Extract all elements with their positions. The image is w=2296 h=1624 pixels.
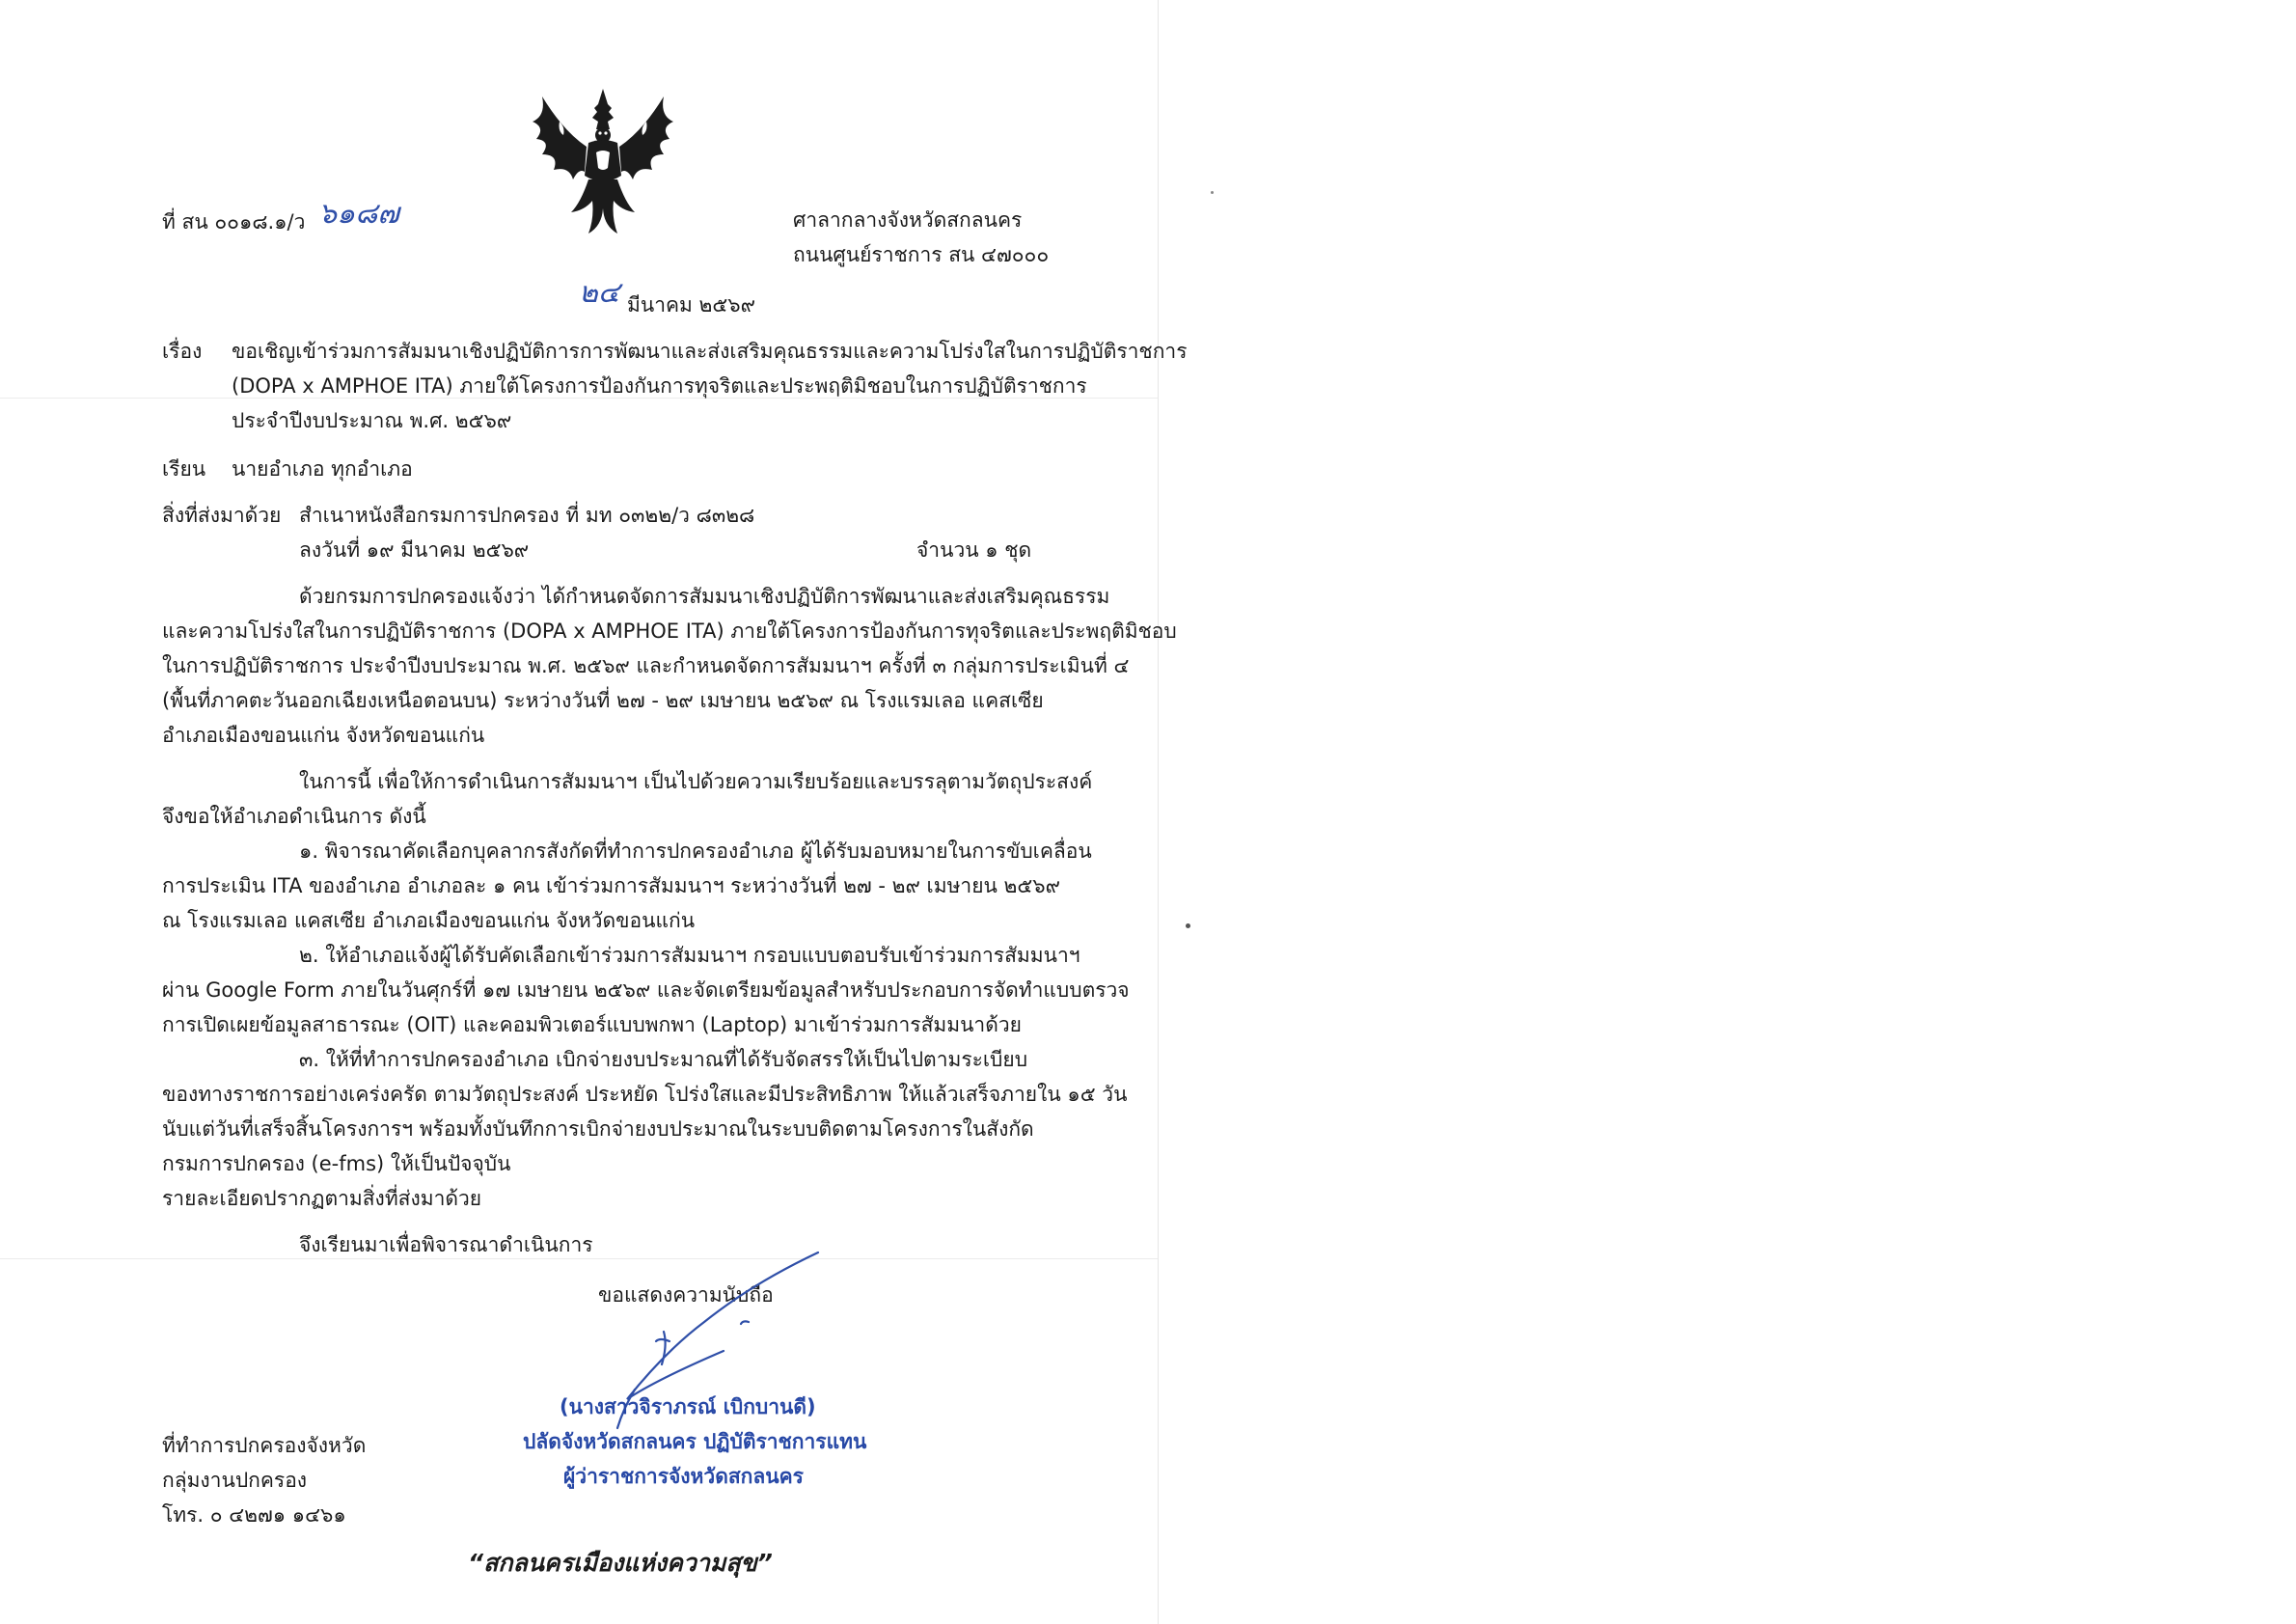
body-line: ในการนี้ เพื่อให้การดำเนินการสัมมนาฯ เป็นไปด้วยความเรียบร้อยและบรรลุตามวัตถุประสงค์ [299, 770, 1093, 793]
body-line: นับแต่วันที่เสร็จสิ้นโครงการฯ พร้อมทั้งบันทึกการเบิกจ่ายงบประมาณในระบบติดตามโครงการในสังกัด [162, 1117, 1034, 1141]
scan-speck [1211, 191, 1214, 194]
regards-line: ขอแสดงความนับถือ [598, 1283, 774, 1307]
body-line: ด้วยกรมการปกครองแจ้งว่า ได้กำหนดจัดการสัมมนาเชิงปฏิบัติการพัฒนาและส่งเสริมคุณธรรม [299, 585, 1110, 608]
subject-line: ประจำปีงบประมาณ พ.ศ. ๒๕๖๙ [232, 409, 512, 432]
body-line: ผ่าน Google Form ภายในวันศุกร์ที่ ๑๗ เมษายน ๒๕๖๙ และจัดเตรียมข้อมูลสำหรับประกอบการจัดทำแบบตรวจ [162, 978, 1130, 1002]
enclosure-count: จำนวน ๑ ชุด [916, 538, 1032, 562]
fold-line [0, 1258, 1158, 1259]
body-line: ณ โรงแรมเลอ แคสเซีย อำเภอเมืองขอนแก่น จังหวัดขอนแก่น [162, 909, 696, 932]
body-line: ๓. ให้ที่ทำการปกครองอำเภอ เบิกจ่ายงบประมาณที่ได้รับจัดสรรให้เป็นไปตามระเบียบ [299, 1048, 1028, 1071]
signatory-position: ผู้ว่าราชการจังหวัดสกลนคร [563, 1465, 804, 1488]
recipient-label: เรียน [162, 457, 206, 481]
body-line: และความโปร่งใสในการปฏิบัติราชการ (DOPA x AMPHOE ITA) ภายใต้โครงการป้องกันการทุจริตและประพฤติมิชอบ [162, 619, 1177, 643]
footer-phone: โทร. ๐ ๔๒๗๑ ๑๔๖๑ [162, 1503, 346, 1527]
body-line: (พื้นที่ภาคตะวันออกเฉียงเหนือตอนบน) ระหว่างวันที่ ๒๗ - ๒๙ เมษายน ๒๕๖๙ ณ โรงแรมเลอ แคสเซีย [162, 689, 1044, 712]
reference-number: ที่ สน ๐๐๑๘.๑/ว [162, 210, 306, 234]
subject-line: ขอเชิญเข้าร่วมการสัมมนาเชิงปฏิบัติการการพัฒนาและส่งเสริมคุณธรรมและความโปร่งใสในการปฏิบัติราชการ [232, 340, 1188, 363]
enclosure-line: สำเนาหนังสือกรมการปกครอง ที่ มท ๐๓๒๒/ว ๘๓๒๘ [299, 504, 755, 527]
body-line: อำเภอเมืองขอนแก่น จังหวัดขอนแก่น [162, 724, 485, 747]
scan-speck [1186, 923, 1190, 928]
reference-number-handwritten: ๖๑๘๗ [318, 197, 399, 231]
enclosure-label: สิ่งที่ส่งมาด้วย [162, 504, 282, 527]
body-line: ของทางราชการอย่างเคร่งครัด ตามวัตถุประสงค์ ประหยัด โปร่งใสและมีประสิทธิภาพ ให้แล้วเสร็จภายใน ๑๕ วัน [162, 1083, 1128, 1106]
body-line: กรมการปกครอง (e-fms) ให้เป็นปัจจุบัน [162, 1152, 511, 1175]
body-line: การประเมิน ITA ของอำเภอ อำเภอละ ๑ คน เข้าร่วมการสัมมนาฯ ระหว่างวันที่ ๒๗ - ๒๙ เมษายน ๒๕๖๙ [162, 874, 1060, 897]
subject-label: เรื่อง [162, 340, 203, 363]
body-line: ในการปฏิบัติราชการ ประจำปีงบประมาณ พ.ศ. ๒๕๖๙ และกำหนดจัดการสัมมนาฯ ครั้งที่ ๓ กลุ่มการประเมินที่ ๔ [162, 654, 1130, 677]
footer-division: กลุ่มงานปกครอง [162, 1469, 308, 1492]
enclosure-line: ลงวันที่ ๑๙ มีนาคม ๒๕๖๙ [299, 538, 530, 562]
details-line: รายละเอียดปรากฏตามสิ่งที่ส่งมาด้วย [162, 1187, 482, 1210]
body-line: ๑. พิจารณาคัดเลือกบุคลากรสังกัดที่ทำการปกครองอำเภอ ผู้ได้รับมอบหมายในการขับเคลื่อน [299, 840, 1092, 863]
recipient-value: นายอำเภอ ทุกอำเภอ [232, 457, 413, 481]
garuda-emblem-icon [521, 83, 685, 247]
signatory-name: (นางสาวจิราภรณ์ เบิกบานดี) [560, 1395, 816, 1418]
signatory-position: ปลัดจังหวัดสกลนคร ปฏิบัติราชการแทน [523, 1430, 867, 1453]
footer-office: ที่ทำการปกครองจังหวัด [162, 1434, 367, 1457]
office-address-line1: ศาลากลางจังหวัดสกลนคร [793, 208, 1023, 232]
body-line: การเปิดเผยข้อมูลสาธารณะ (OIT) และคอมพิวเตอร์แบบพกพา (Laptop) มาเข้าร่วมการสัมมนาด้วย [162, 1013, 1022, 1036]
date-month-year: มีนาคม ๒๕๖๙ [627, 293, 756, 317]
office-address-line2: ถนนศูนย์ราชการ สน ๔๗๐๐๐ [793, 243, 1050, 266]
closing-line: จึงเรียนมาเพื่อพิจารณาดำเนินการ [299, 1233, 593, 1256]
footer-motto: “สกลนครเมืองแห่งความสุข” [468, 1549, 773, 1577]
body-line: จึงขอให้อำเภอดำเนินการ ดังนี้ [162, 805, 426, 828]
subject-line: (DOPA x AMPHOE ITA) ภายใต้โครงการป้องกันการทุจริตและประพฤติมิชอบในการปฏิบัติราชการ [232, 374, 1087, 398]
date-day-handwritten: ๒๔ [579, 276, 620, 310]
body-line: ๒. ให้อำเภอแจ้งผู้ได้รับคัดเลือกเข้าร่วมการสัมมนาฯ กรอบแบบตอบรับเข้าร่วมการสัมมนาฯ [299, 944, 1080, 967]
